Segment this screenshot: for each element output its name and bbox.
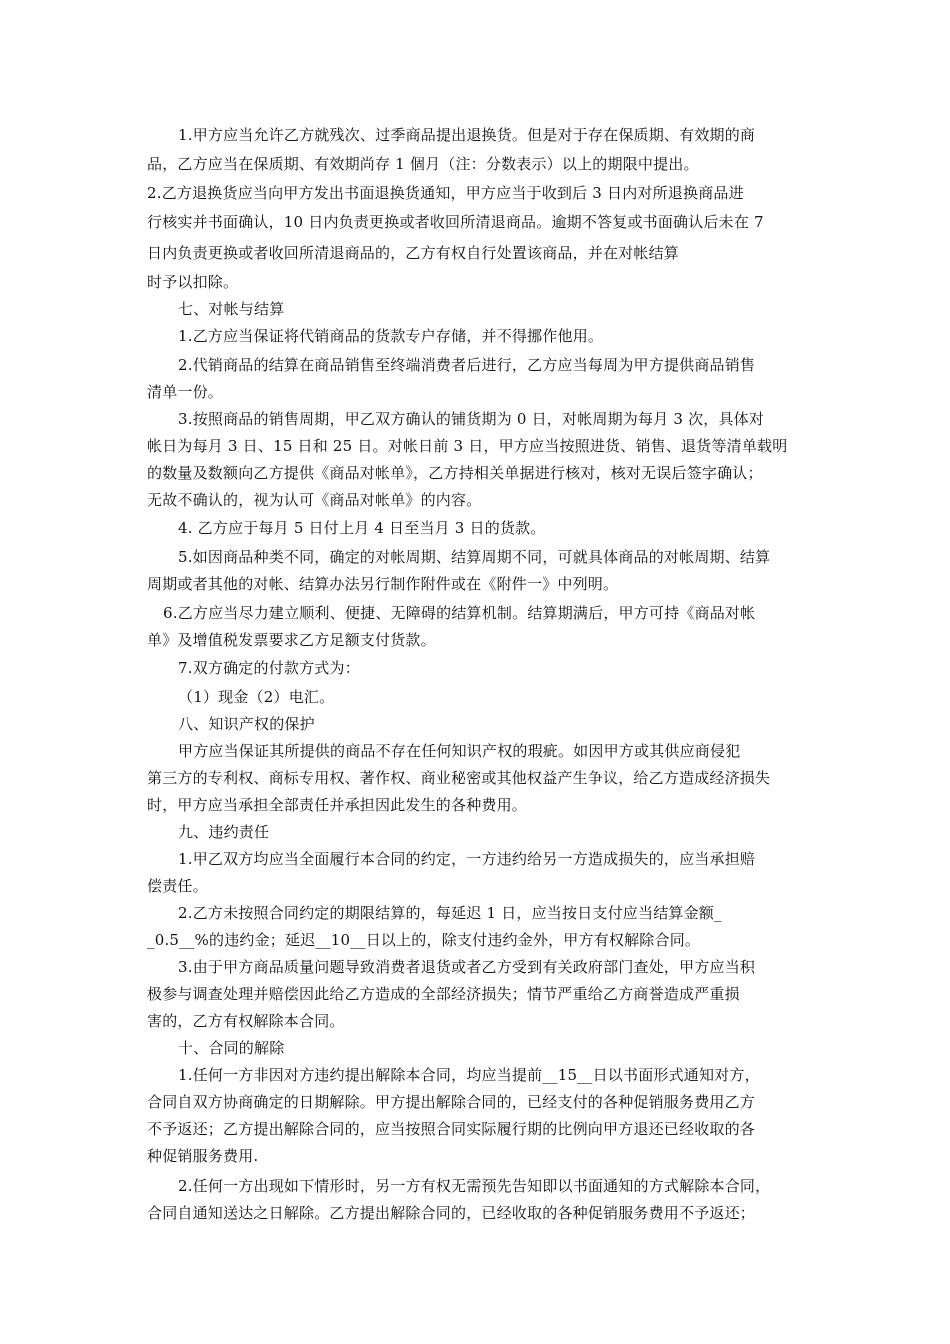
text-line: 合同自双方协商确定的日期解除。甲方提出解除合同的，已经支付的各种促销服务费用乙方 (147, 1093, 756, 1111)
section-heading: 八、知识产权的保护 (178, 715, 315, 733)
text-line: 种促销服务费用. (147, 1147, 259, 1165)
text-line: 偿责任。 (147, 877, 208, 895)
text-line: 1.甲方应当允许乙方就残次、过季商品提出退换货。但是对于存在保质期、有效期的商 (178, 126, 756, 144)
text-line: 1.甲乙双方均应当全面履行本合同的约定，一方违约给另一方造成损失的，应当承担赔 (178, 850, 756, 868)
text-line: 4. 乙方应于每月 5 日付上月 4 日至当月 3 日的货款。 (178, 519, 546, 537)
text-line: 周期或者其他的对帐、结算办法另行制作附件或在《附件一》中列明。 (147, 575, 619, 593)
text-line: 时，甲方应当承担全部责任并承担因此发生的各种费用。 (147, 796, 528, 814)
text-line: （1）现金（2）电汇。 (178, 688, 335, 706)
text-line: 清单一份。 (147, 383, 224, 401)
text-line: 2.乙方退换货应当向甲方发出书面退换货通知，甲方应当于收到后 3 日内对所退换商品进 (147, 184, 744, 202)
text-line: 不予返还；乙方提出解除合同的，应当按照合同实际履行期的比例向甲方退还已经收取的各 (147, 1120, 756, 1138)
section-heading: 七、对帐与结算 (178, 300, 285, 318)
text-line: 2.代销商品的结算在商品销售至终端消费者后进行，乙方应当每周为甲方提供商品销售 (178, 356, 756, 374)
text-line: 甲方应当保证其所提供的商品不存在任何知识产权的瑕疵。如因甲方或其供应商侵犯 (178, 742, 741, 760)
text-line: 6.乙方应当尽力建立顺利、便捷、无障碍的结算机制。结算期满后，甲方可持《商品对帐 (163, 604, 756, 622)
text-line: 5.如因商品种类不同，确定的对帐周期、结算周期不同，可就具体商品的对帐周期、结算 (178, 548, 771, 566)
text-line: 单》及增值税发票要求乙方足额支付货款。 (147, 631, 436, 649)
text-line: 行核实并书面确认，10 日内负责更换或者收回所清退商品。逾期不答复或书面确认后未在 7 (147, 213, 764, 231)
section-heading: 九、违约责任 (178, 823, 270, 841)
text-line: 的数量及数额向乙方提供《商品对帐单》，乙方持相关单据进行核对，核对无误后签字确认； (147, 464, 763, 482)
text-line: 2.乙方未按照合同约定的期限结算的，每延迟 1 日，应当按日支付应当结算金额_ (178, 904, 722, 922)
text-line: 无故不确认的，视为认可《商品对帐单》的内容。 (147, 491, 482, 509)
text-line: 第三方的专利权、商标专用权、著作权、商业秘密或其他权益产生争议，给乙方造成经济损失 (147, 769, 771, 787)
text-line: 3.按照商品的销售周期，甲乙双方确认的铺货期为 0 日，对帐周期为每月 3 次，具体对 (178, 410, 765, 428)
text-line: 1.乙方应当保证将代销商品的货款专户存储，并不得挪作他用。 (178, 327, 604, 345)
text-line: 3.由于甲方商品质量问题导致消费者退货或者乙方受到有关政府部门查处，甲方应当积 (178, 958, 756, 976)
text-line: 7.双方确定的付款方式为： (178, 659, 360, 677)
text-line: 帐日为每月 3 日、15 日和 25 日。对帐日前 3 日，甲方应当按照进货、销售、退货等清单载明 (147, 437, 788, 455)
text-line: 合同自通知送达之日解除。乙方提出解除合同的，已经收取的各种促销服务费用不予返还； (147, 1204, 756, 1222)
text-line: 时予以扣除。 (147, 273, 239, 291)
text-line: 品，乙方应当在保质期、有效期尚存 1 個月（注：分数表示）以上的期限中提出。 (147, 155, 699, 173)
text-line: 1.任何一方非因对方违约提出解除本合同，均应当提前__15__日以书面形式通知对方， (178, 1066, 760, 1084)
text-line: 极参与调查处理并赔偿因此给乙方造成的全部经济损失；情节严重给乙方商誉造成严重损 (147, 985, 740, 1003)
section-heading: 十、合同的解除 (178, 1039, 285, 1057)
text-line: 日内负责更换或者收回所清退商品的，乙方有权自行处置该商品，并在对帐结算 (147, 244, 680, 262)
text-line: 2.任何一方出现如下情形时，另一方有权无需预先告知即以书面通知的方式解除本合同， (178, 1177, 771, 1195)
text-line: 害的，乙方有权解除本合同。 (147, 1012, 345, 1030)
text-line: _0.5__%的违约金；延迟__10__日以上的，除支付违约金外，甲方有权解除合同。 (147, 931, 701, 949)
